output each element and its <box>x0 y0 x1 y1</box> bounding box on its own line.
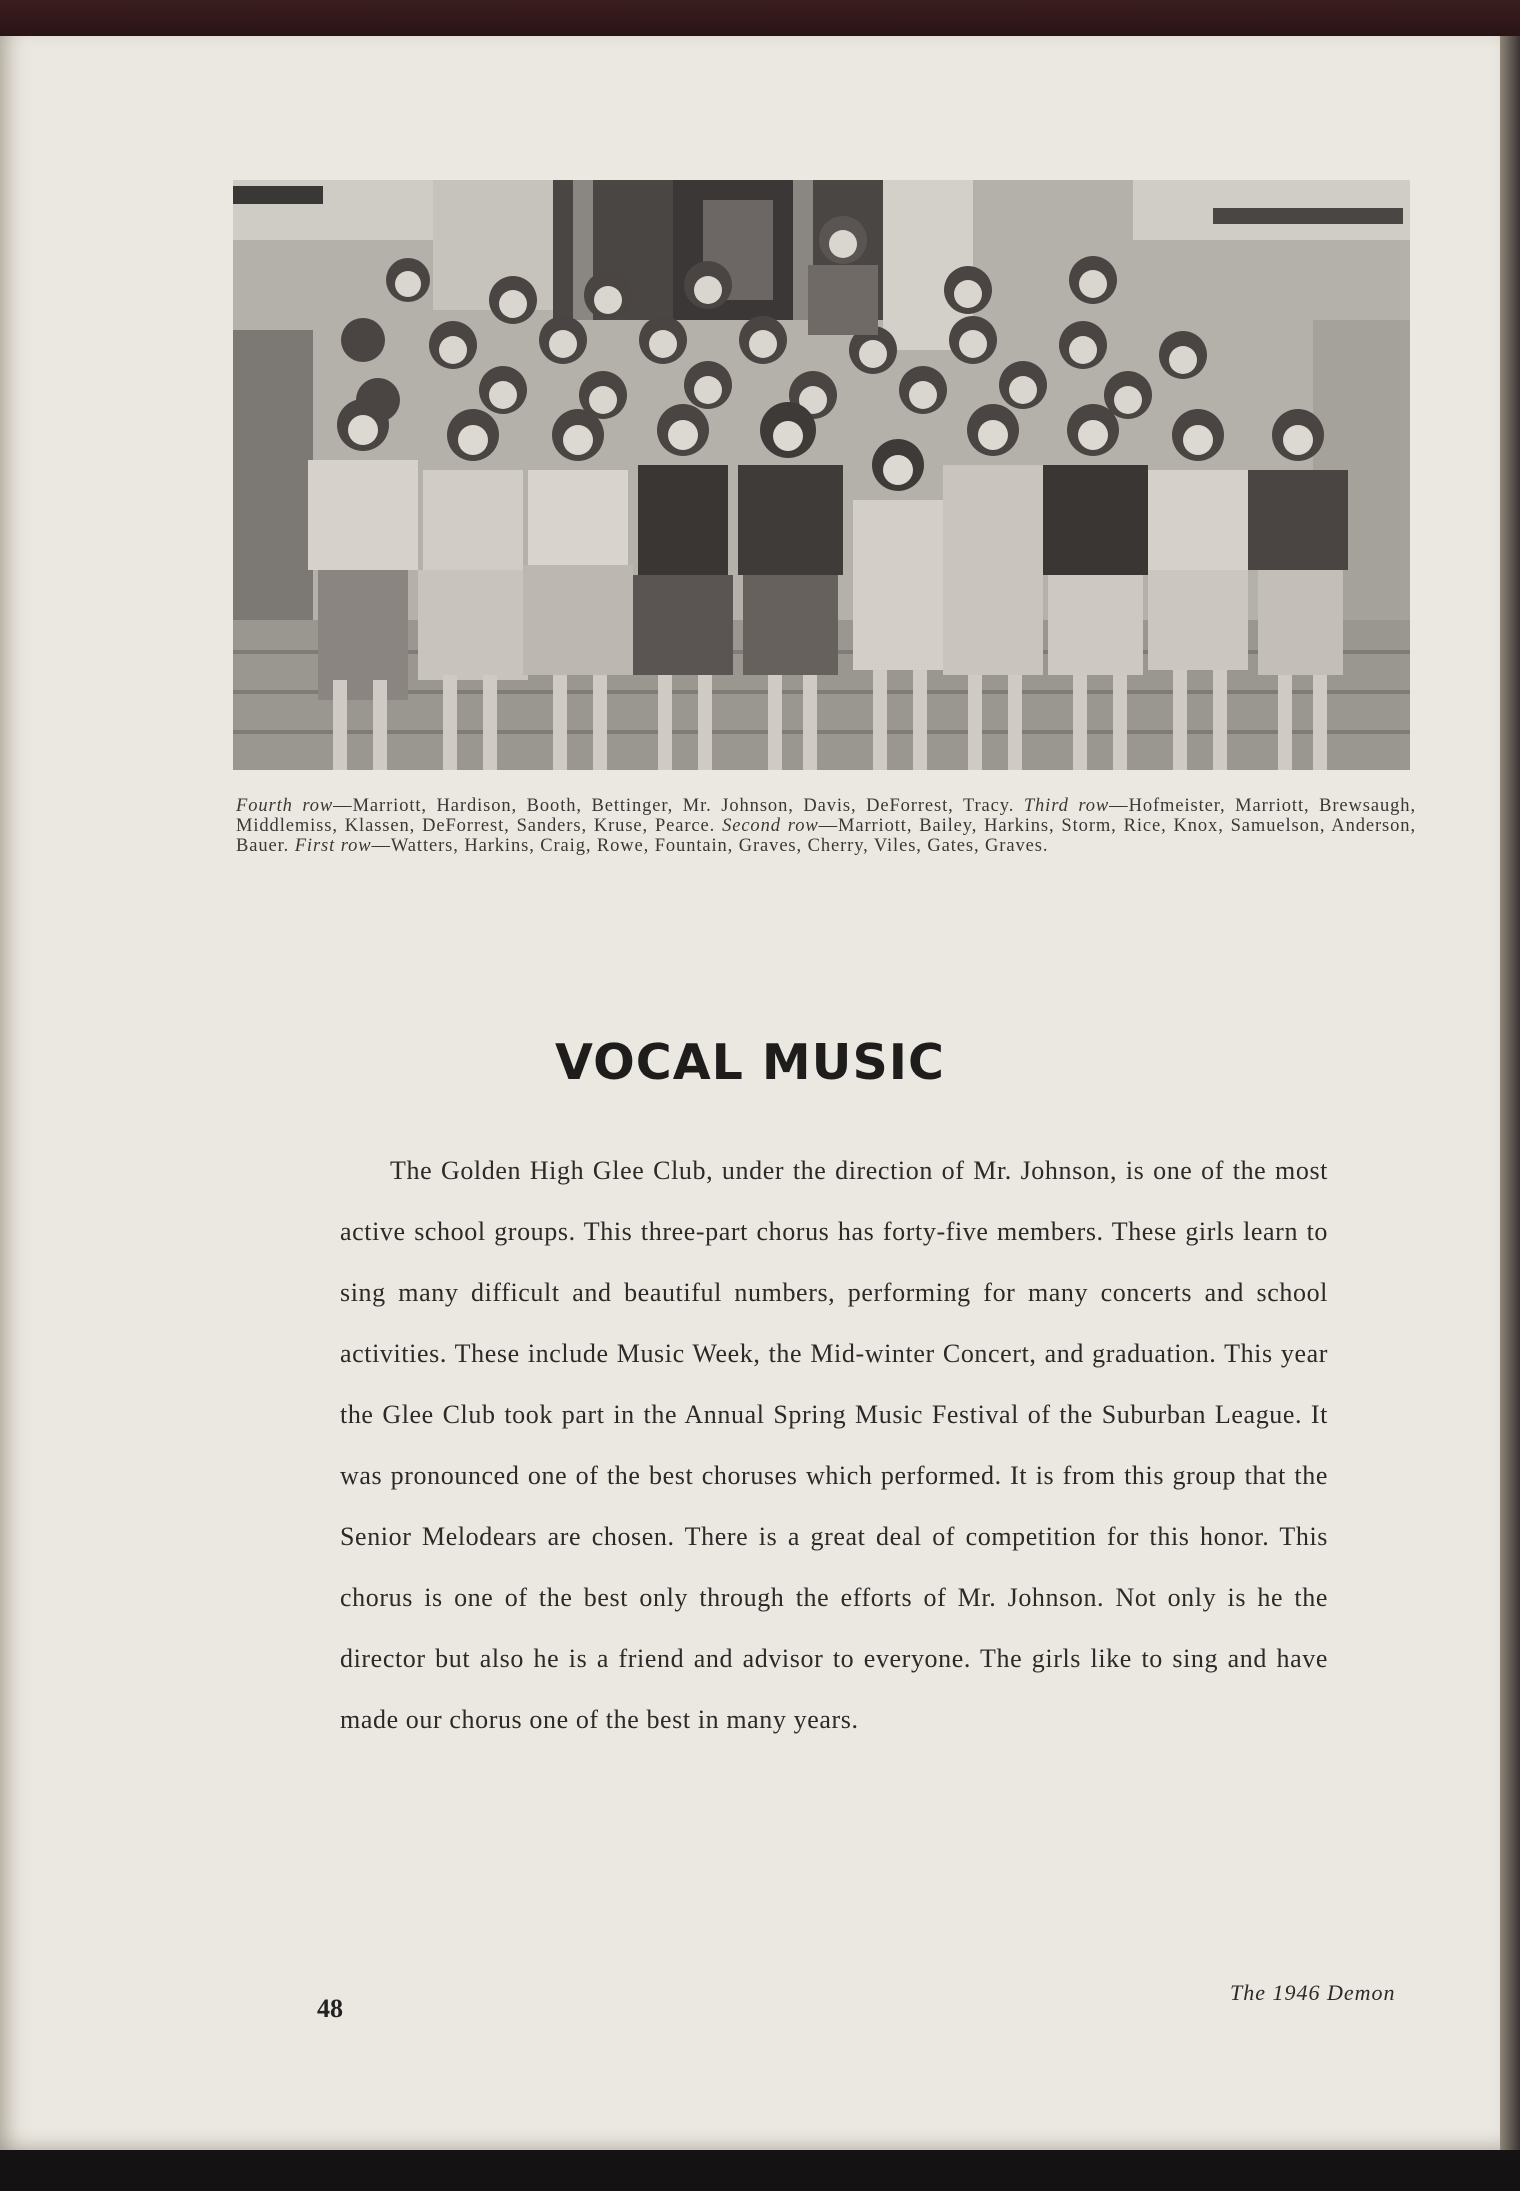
page-number: 48 <box>317 1994 343 2023</box>
binding-bottom <box>0 2150 1520 2191</box>
caption-third-row-label: Third row <box>1023 796 1110 816</box>
group-photo-icon <box>233 180 1410 770</box>
caption-third-row-names: —Hofmeister, Marriott, Brewsaugh, Middlemiss, Klassen, DeForrest, Sanders, Kruse, Pearce. <box>236 796 1416 836</box>
caption-first-row-label: First row <box>294 836 372 856</box>
caption-first-row-names: —Watters, Harkins, Craig, Rowe, Fountain, Graves, Cherry, Viles, Gates, Graves. <box>371 836 1049 856</box>
page-edge <box>1500 36 1520 2150</box>
caption-fourth-row-label: Fourth row <box>236 796 334 816</box>
caption-second-row-names: —Marriott, Bailey, Harkins, Storm, Rice, Knox, Samuelson, Anderson, Bauer. <box>236 816 1416 856</box>
photo-caption <box>236 796 1416 856</box>
article-title: VOCAL MUSIC <box>555 1034 945 1091</box>
caption-second-row-label: Second row <box>722 816 819 836</box>
binding-top <box>0 0 1520 36</box>
glee-club-group-photo <box>233 180 1410 770</box>
publication-footer: The 1946 Demon <box>1230 1980 1396 2005</box>
caption-fourth-row-names: —Marriott, Hardison, Booth, Bettinger, Mr. Johnson, Davis, DeForrest, Tracy. <box>333 796 1015 816</box>
article-body: The Golden High Glee Club, under the direction of Mr. Johnson, is one of the most active school groups. This three-part chorus has forty-five members. These girls learn to sing many difficult and beautiful numbers, performing for many concerts and school activities. These include Music Week, the Mid-winter Concert, and graduation. This year the Glee Club took part in the Annual Spring Music Festival of the Suburban League. It was pronounced one of the best choruses which performed. It is from this group that the Senior Melodears are chosen. There is a great deal of competition for this honor. This chorus is one of the best only through the efforts of Mr. Johnson. Not only is he the director but also he is a friend and advisor to everyone. The girls like to sing and have made our chorus one of the best in many years. <box>340 1156 1328 1734</box>
